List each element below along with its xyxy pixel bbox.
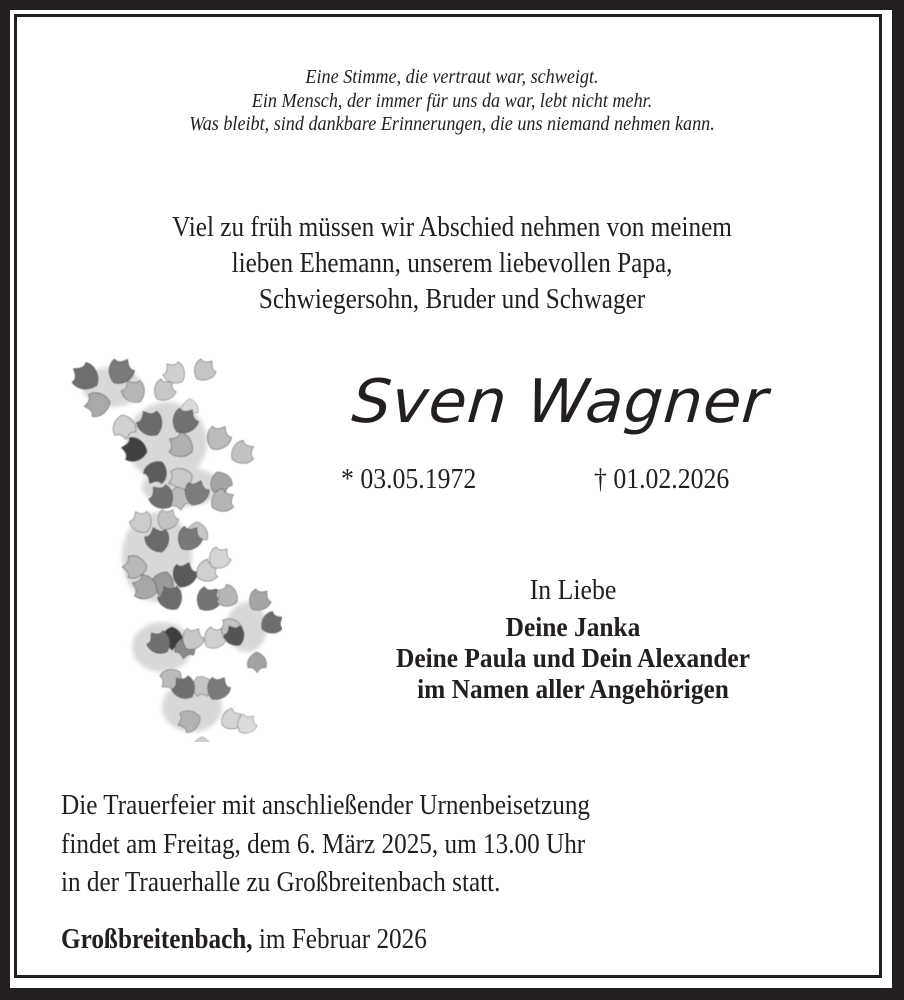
memorial-poem (47, 66, 856, 137)
birth-date: * 03.05.1972 (341, 464, 477, 495)
signoff-greeting: In Liebe (529, 575, 617, 606)
family-names (321, 612, 825, 705)
place-and-date (61, 922, 427, 958)
intro-line: Schwiegersohn, Bruder und Schwager (258, 284, 646, 315)
poem-line: Ein Mensch, der immer für uns da war, lebt nicht mehr. (251, 90, 653, 112)
family-line: Deine Paula und Dein Alexander (396, 643, 750, 673)
family-line: Deine Janka (505, 612, 641, 642)
funeral-line: findet am Freitag, dem 6. März 2025, um 13.00 Uhr (61, 828, 586, 860)
family-signoff (305, 574, 841, 705)
obituary-notice (17, 17, 887, 983)
death-date: † 01.02.2026 (594, 464, 730, 495)
intro-line: Viel zu früh müssen wir Abschied nehmen von meinem (172, 212, 732, 243)
intro-line: lieben Ehemann, unserem liebevollen Papa, (231, 248, 673, 279)
funeral-line: in der Trauerhalle zu Großbreitenbach statt. (61, 867, 501, 898)
farewell-intro (61, 210, 844, 318)
poem-line: Was bleibt, sind dankbare Erinnerungen, die uns niemand nehmen kann. (189, 114, 715, 135)
family-line: im Namen aller Angehörigen (417, 674, 729, 704)
deceased-name: Sven Wagner (349, 367, 771, 437)
notice-date: im Februar 2026 (252, 924, 427, 955)
ivy-leaves-icon (62, 347, 282, 742)
funeral-details (61, 787, 590, 903)
place-name: Großbreitenbach, (61, 924, 253, 955)
poem-line: Eine Stimme, die vertraut war, schweigt. (305, 67, 599, 88)
funeral-line: Die Trauerfeier mit anschließender Urnenbeisetzung (61, 790, 591, 821)
